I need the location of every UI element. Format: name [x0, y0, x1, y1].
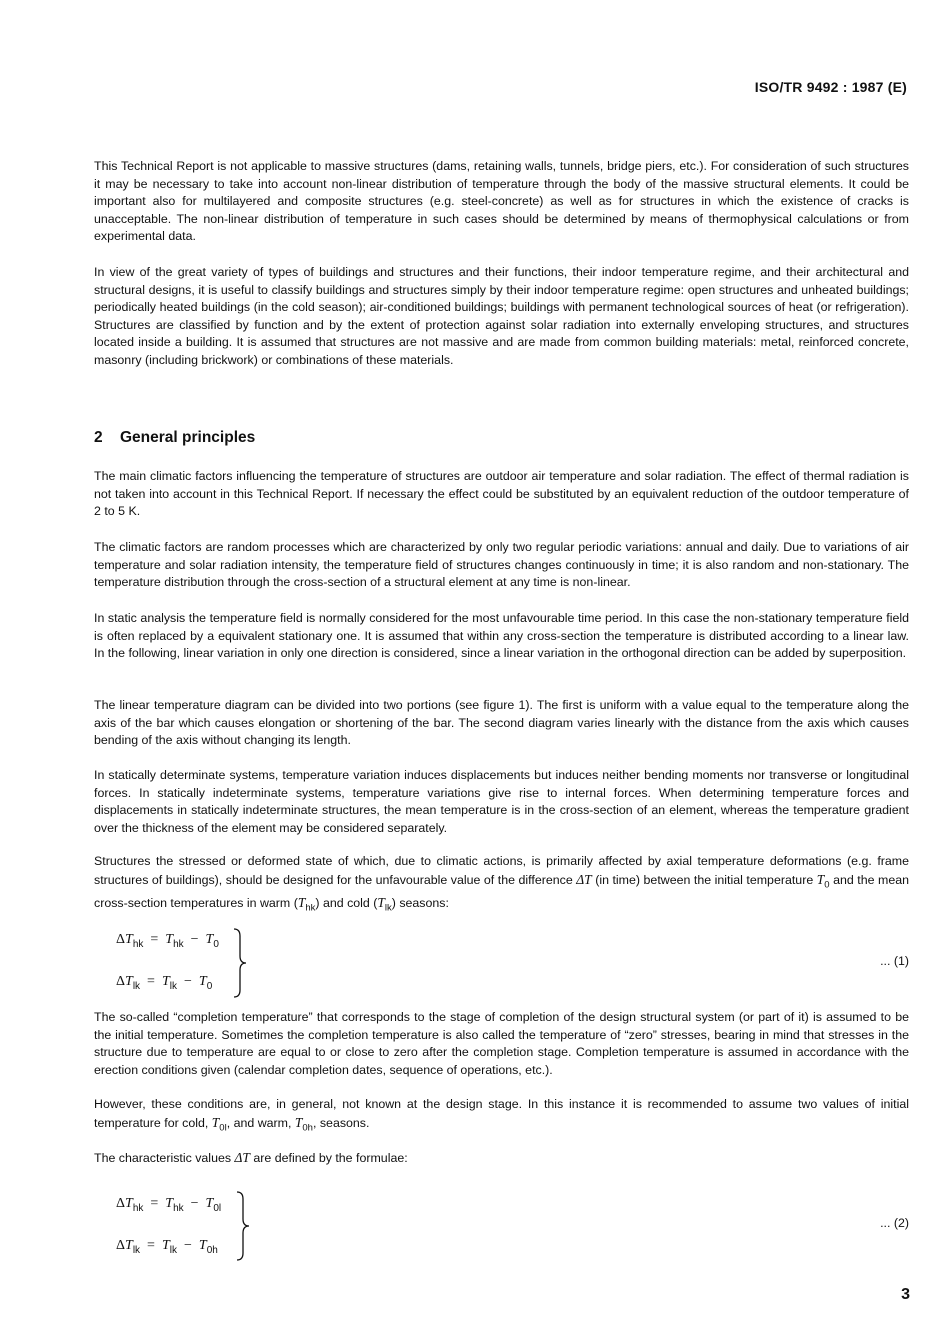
paragraph-linear-diagram: The linear temperature diagram can be divided into two portions (see figure 1). The first is uniform with a value equal to the temperature along the axis of the bar which causes elongation or shortening of the bar. The second diagram varies linearly with the distance from the axis which causes bending of the axis without changing its length.: [94, 698, 909, 748]
text-run: (in time) between the initial temperature: [591, 872, 817, 887]
equation-2-line-1: $\Delta T_{hk} = T_{hk} - T_{0l}$: [116, 1196, 222, 1214]
text-run: ) and cold (: [315, 895, 378, 910]
text-run: and the mean cross-section temperatures in warm (: [94, 872, 909, 910]
text-run: ) seasons:: [391, 895, 449, 910]
page-number: 3: [901, 1286, 910, 1303]
equation-1-line-2: $\Delta T_{lk} = T_{lk} - T_0$: [116, 974, 213, 992]
paragraph-climatic-factors: The main climatic factors influencing the temperature of structures are outdoor air temperature and solar radiation. The effect of thermal radiation is not taken into account in this Technical Report. If necessary the effect could be substituted by an equivalent reduction of the outdoor temperature of 2 to 5 K.: [94, 469, 909, 519]
section-number: 2: [94, 429, 103, 446]
paragraph-characteristic-values: [94, 1149, 909, 1168]
symbol-delta-t: ΔT: [576, 871, 592, 887]
text-run: , and warm,: [226, 1115, 295, 1130]
text-run: are defined by the formulae:: [249, 1151, 408, 1165]
symbol-thk: T: [297, 894, 306, 910]
paragraph-scope-exclusion: This Technical Report is not applicable to massive structures (dams, retaining walls, tunnels, bridge piers, etc.). For consideration of such structures it may be necessary to take into account non-linear distribution of temperature through the body of the massive structural elements. It could be important also for multilayered and composite structures (e.g. steel-concrete) as well as for structures in which the existence of cracks is unacceptable. The non-linear distribution of temperature in such cases should be determined by means of thermophysical calculations or from experimental data.: [94, 159, 909, 244]
section-title: General principles: [120, 429, 256, 446]
text-run: However, these conditions are, in general, not known at the design stage. In this instance it is recommended to assume two values of initial temperature for cold,: [94, 1097, 909, 1130]
paragraph-determinate-systems: In statically determinate systems, temperature variation induces displacements but induces neither bending moments nor transverse or longitudinal forces. In statically indeterminate systems, temperature variations give rise to internal forces. When determining temperature forces and displacements in statically indeterminate structures, the mean temperature is in the cross-section of an element, whereas the temperature gradient over the thickness of the element may be considered separately.: [94, 768, 909, 835]
paragraph-completion-temperature: The so-called “completion temperature” that corresponds to the stage of completion of the design structural system (or part of it) is assumed to be the initial temperature. Sometimes the completion temperature is also called the temperature of “zero” stresses, bearing in mind that stresses in the structure due to temperature are equal to or close to zero after the completion stage. Completion temperature is assumed in accordance with the erection conditions given (calendar completion dates, sequence of operations, etc.).: [94, 1010, 909, 1077]
equation-2-number: ... (2): [880, 1216, 909, 1230]
section-heading: [94, 429, 255, 447]
equation-1-number: ... (1): [880, 954, 909, 968]
symbol-t0l: T: [211, 1114, 220, 1130]
paragraph-random-processes: The climatic factors are random processes which are characterized by only two regular periodic variations: annual and daily. Due to variations of air temperature and solar radiation intensity, the temperature field of structures changes continuously in time; it is also random and non-stationary. The temperature distribution through the cross-section of a structural element at any time is non-linear.: [94, 540, 909, 590]
right-brace-icon: [232, 928, 248, 998]
equation-1-line-1: $\Delta T_{hk} = T_{hk} - T_0$: [116, 932, 219, 950]
document-identifier: ISO/TR 9492 : 1987 (E): [754, 79, 907, 95]
symbol-tlk: T: [377, 894, 385, 910]
paragraph-axial-deformations: Structures the stressed or deformed state of which, due to climatic actions, is primarily affected by axial temperature deformations (e.g. frame structures of buildings), should be designed for the unfavourable value of the difference ΔT (in time) between the initial temperature $T_0$ and the mean cross-section temperatures in warm $(T_{hk})$ and cold $(T_{lk})$ seasons:: [94, 854, 909, 914]
symbol-t0h: T: [294, 1114, 303, 1130]
paragraph-static-analysis: In static analysis the temperature field is normally considered for the most unfavourable time period. In this case the non-stationary temperature field is often replaced by a equivalent stationary one. It is assumed that within any cross-section the temperature is distributed according to a linear law. In the following, linear variation in only one direction is considered, since a linear variation in the orthogonal direction can be added by superposition.: [94, 611, 909, 661]
right-brace-icon: [235, 1191, 251, 1261]
symbol-delta-t: ΔT: [234, 1150, 250, 1165]
text-run: , seasons.: [312, 1115, 370, 1130]
paragraph-design-stage: However, these conditions are, in general, not known at the design stage. In this instance it is recommended to assume two values of initial temperature for cold, $T_{0l}$, and warm, $T_{0h}$, seasons.: [94, 1097, 909, 1134]
equation-2-line-2: $\Delta T_{lk} = T_{lk} - T_{0h}$: [116, 1238, 218, 1256]
text-run: Structures the stressed or deformed state of which, due to climatic actions, is primarily affected by axial temperature deformations (e.g. frame structures of buildings), should be designed for the unfavourable value of the difference: [94, 854, 909, 887]
paragraph-building-classification: In view of the great variety of types of buildings and structures and their functions, their indoor temperature regime, and their architectural and structural designs, it is useful to classify buildings and structures simply by their indoor temperature regime: open structures and unheated buildings; periodically heated buildings (in the cold season); air-conditioned buildings; buildings with permanent technological sources of heat (or refrigeration). Structures are classified by function and by the extent of protection against solar radiation into externally enveloping structures, and structures located inside a building. It is assumed that structures are not massive and are made from common building materials: metal, reinforced concrete, masonry (including brickwork) or combinations of these materials.: [94, 265, 909, 367]
text-run: The characteristic values: [94, 1151, 235, 1165]
symbol-t0: T: [816, 871, 825, 887]
